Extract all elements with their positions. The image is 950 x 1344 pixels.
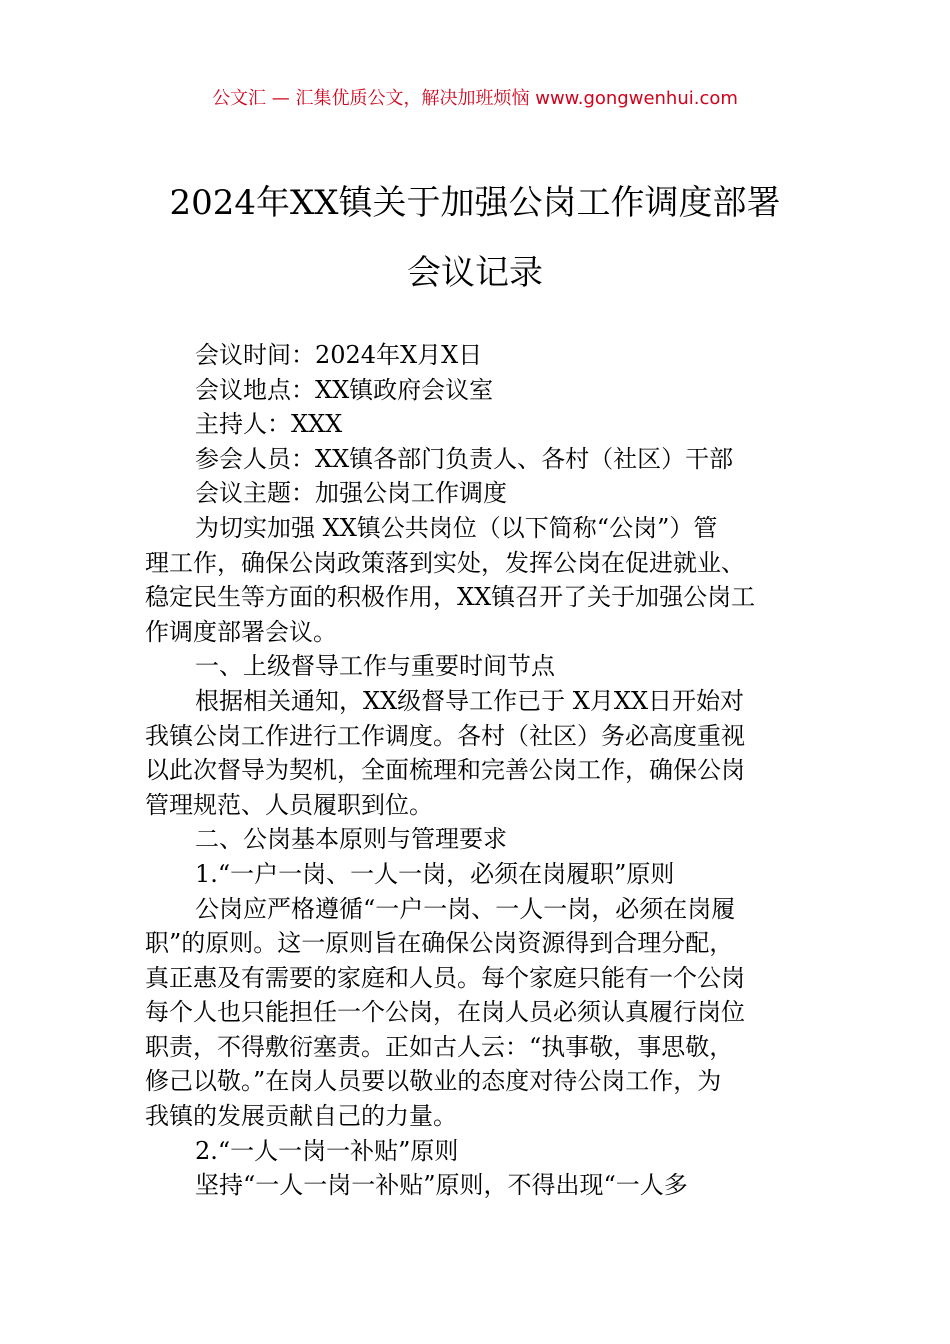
section2-sub2-heading: 2.“一人一岗一补贴”原则 bbox=[195, 1136, 459, 1165]
section2-sub2-line: 坚持“一人一岗一补贴”原则，不得出现“一人多 bbox=[195, 1171, 688, 1200]
section1-heading: 一、上级督导工作与重要时间节点 bbox=[195, 652, 555, 681]
header-banner[interactable]: 公文汇 — 汇集优质公文，解决加班烦恼 www.gongwenhui.com bbox=[212, 88, 738, 109]
document-title-line1: 2024年XX镇关于加强公岗工作调度部署 bbox=[169, 183, 781, 223]
section2-sub1-line: 修己以敬。”在岗人员要以敬业的态度对待公岗工作，为 bbox=[145, 1067, 722, 1096]
section1-line: 管理规范、人员履职到位。 bbox=[145, 790, 433, 819]
meeting-topic: 会议主题：加强公岗工作调度 bbox=[195, 479, 507, 508]
document-title-line2: 会议记录 bbox=[407, 253, 543, 293]
meeting-host: 主持人：XXX bbox=[195, 410, 343, 439]
section1-line: 根据相关通知，XX级督导工作已于 X月XX日开始对 bbox=[195, 686, 745, 715]
section1-line: 我镇公岗工作进行工作调度。各村（社区）务必高度重视 bbox=[145, 721, 745, 750]
meeting-place: 会议地点：XX镇政府会议室 bbox=[195, 375, 494, 404]
section2-sub1-heading: 1.“一户一岗、一人一岗，必须在岗履职”原则 bbox=[195, 859, 675, 888]
meeting-attendees: 参会人员：XX镇各部门负责人、各村（社区）干部 bbox=[195, 444, 734, 473]
section2-sub1-line: 职责，不得敷衍塞责。正如古人云：“执事敬，事思敬， bbox=[145, 1032, 734, 1061]
section1-line: 以此次督导为契机，全面梳理和完善公岗工作，确保公岗 bbox=[145, 756, 745, 785]
document-body bbox=[145, 338, 813, 1203]
intro-line: 为切实加强 XX镇公共岗位（以下简称“公岗”）管 bbox=[195, 513, 718, 542]
section2-sub1-line: 每个人也只能担任一个公岗，在岗人员必须认真履行岗位 bbox=[145, 998, 745, 1027]
meeting-time: 会议时间：2024年X月X日 bbox=[195, 341, 483, 369]
intro-line: 作调度部署会议。 bbox=[145, 617, 337, 646]
section2-sub1-line: 真正惠及有需要的家庭和人员。每个家庭只能有一个公岗 bbox=[145, 963, 745, 992]
intro-line: 理工作，确保公岗政策落到实处，发挥公岗在促进就业、 bbox=[145, 548, 745, 577]
section2-sub1-line: 职”的原则。这一原则旨在确保公岗资源得到合理分配， bbox=[145, 929, 734, 958]
section2-heading: 二、公岗基本原则与管理要求 bbox=[195, 825, 507, 854]
section2-sub1-line: 公岗应严格遵循“一户一岗、一人一岗，必须在岗履 bbox=[195, 894, 736, 923]
section2-sub1-line: 我镇的发展贡献自己的力量。 bbox=[145, 1102, 457, 1131]
intro-line: 稳定民生等方面的积极作用，XX镇召开了关于加强公岗工 bbox=[145, 583, 756, 612]
